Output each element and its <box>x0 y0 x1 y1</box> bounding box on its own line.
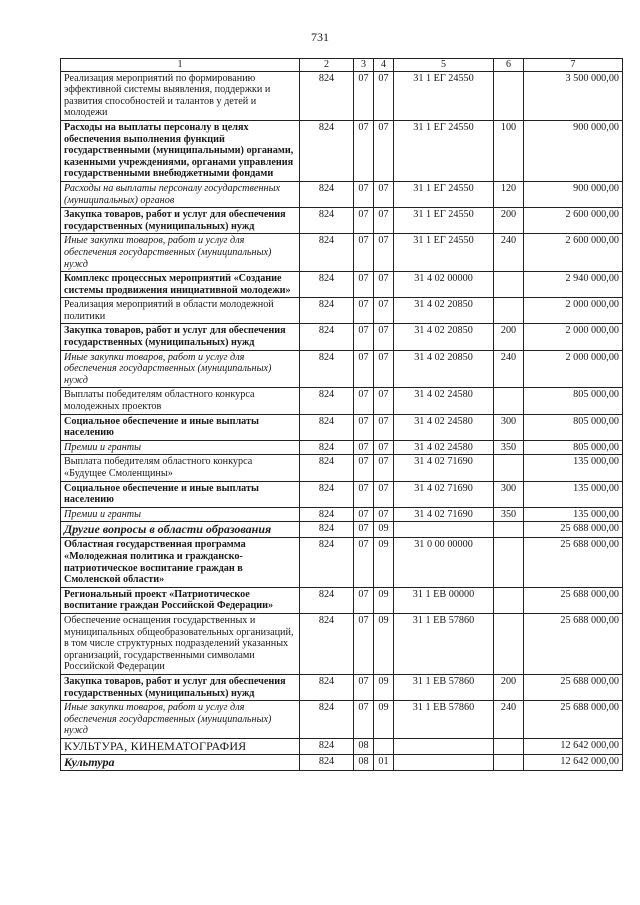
admin-code: 824 <box>300 208 354 234</box>
subsection-code: 09 <box>374 674 394 700</box>
table-row <box>61 71 623 120</box>
row-name: Закупка товаров, работ и услуг для обеспечения государственных (муниципальных) нужд <box>61 324 300 350</box>
row-name: Иные закупки товаров, работ и услуг для обеспечения государственных (муниципальных) нужд <box>61 234 300 272</box>
expense-type-code: 350 <box>494 507 524 522</box>
table-row <box>61 298 623 324</box>
subsection-code: 09 <box>374 701 394 739</box>
target-article-code: 31 1 ЕГ 24550 <box>394 208 494 234</box>
subsection-code: 07 <box>374 71 394 120</box>
budget-table <box>60 58 623 771</box>
expense-type-code <box>494 587 524 613</box>
target-article-code: 31 4 02 71690 <box>394 455 494 481</box>
subsection-code: 07 <box>374 234 394 272</box>
row-name: Выплата победителям областного конкурса «Будущее Смоленщины» <box>61 455 300 481</box>
expense-type-code: 350 <box>494 440 524 455</box>
admin-code: 824 <box>300 440 354 455</box>
table-row <box>61 350 623 388</box>
target-article-code: 31 4 02 20850 <box>394 324 494 350</box>
expense-type-code <box>494 613 524 674</box>
row-name: Региональный проект «Патриотическое воспитание граждан Российской Федерации» <box>61 587 300 613</box>
row-name: Премии и гранты <box>61 440 300 455</box>
admin-code: 824 <box>300 538 354 587</box>
row-name: Премии и гранты <box>61 507 300 522</box>
row-name: Комплекс процессных мероприятий «Создание системы продвижения инициативной молодежи» <box>61 272 300 298</box>
row-name: Выплаты победителям областного конкурса молодежных проектов <box>61 388 300 414</box>
section-code: 07 <box>354 701 374 739</box>
subsection-code: 09 <box>374 522 394 538</box>
header-cell: 4 <box>374 59 394 72</box>
expense-type-code: 300 <box>494 481 524 507</box>
table-row <box>61 701 623 739</box>
admin-code: 824 <box>300 298 354 324</box>
amount: 805 000,00 <box>524 414 623 440</box>
target-article-code: 31 1 ЕВ 00000 <box>394 587 494 613</box>
expense-type-code <box>494 522 524 538</box>
table-row <box>61 738 623 754</box>
header-cell: 2 <box>300 59 354 72</box>
target-article-code: 31 4 02 24580 <box>394 414 494 440</box>
amount: 12 642 000,00 <box>524 738 623 754</box>
expense-type-code <box>494 298 524 324</box>
header-cell: 6 <box>494 59 524 72</box>
section-code: 07 <box>354 440 374 455</box>
header-cell: 5 <box>394 59 494 72</box>
expense-type-code <box>494 388 524 414</box>
subsection-code: 07 <box>374 208 394 234</box>
expense-type-code: 200 <box>494 208 524 234</box>
subsection-code <box>374 738 394 754</box>
expense-type-code <box>494 272 524 298</box>
amount: 25 688 000,00 <box>524 522 623 538</box>
admin-code: 824 <box>300 738 354 754</box>
expense-type-code: 200 <box>494 674 524 700</box>
row-name: Реализация мероприятий по формированию эффективной системы выявления, поддержки и развития способностей и талантов у детей и молодежи <box>61 71 300 120</box>
header-cell: 1 <box>61 59 300 72</box>
target-article-code: 31 4 02 24580 <box>394 388 494 414</box>
amount: 25 688 000,00 <box>524 613 623 674</box>
amount: 12 642 000,00 <box>524 754 623 770</box>
header-cell: 3 <box>354 59 374 72</box>
expense-type-code <box>494 754 524 770</box>
row-name: Реализация мероприятий в области молодежной политики <box>61 298 300 324</box>
subsection-code: 07 <box>374 324 394 350</box>
amount: 135 000,00 <box>524 481 623 507</box>
target-article-code: 31 1 ЕВ 57860 <box>394 613 494 674</box>
amount: 2 000 000,00 <box>524 324 623 350</box>
admin-code: 824 <box>300 455 354 481</box>
admin-code: 824 <box>300 674 354 700</box>
target-article-code: 31 1 ЕВ 57860 <box>394 674 494 700</box>
expense-type-code: 240 <box>494 350 524 388</box>
admin-code: 824 <box>300 522 354 538</box>
subsection-code: 01 <box>374 754 394 770</box>
amount: 805 000,00 <box>524 388 623 414</box>
section-code: 08 <box>354 754 374 770</box>
row-name: Культура <box>61 754 300 770</box>
target-article-code: 31 1 ЕВ 57860 <box>394 701 494 739</box>
section-code: 07 <box>354 350 374 388</box>
subsection-code: 07 <box>374 298 394 324</box>
admin-code: 824 <box>300 324 354 350</box>
table-row <box>61 440 623 455</box>
admin-code: 824 <box>300 181 354 207</box>
target-article-code: 31 4 02 00000 <box>394 272 494 298</box>
target-article-code: 31 4 02 24580 <box>394 440 494 455</box>
amount: 135 000,00 <box>524 507 623 522</box>
target-article-code: 31 0 00 00000 <box>394 538 494 587</box>
header-cell: 7 <box>524 59 623 72</box>
table-row <box>61 613 623 674</box>
amount: 900 000,00 <box>524 181 623 207</box>
amount: 25 688 000,00 <box>524 701 623 739</box>
table-row <box>61 522 623 538</box>
section-code: 07 <box>354 181 374 207</box>
subsection-code: 09 <box>374 587 394 613</box>
target-article-code: 31 4 02 20850 <box>394 350 494 388</box>
admin-code: 824 <box>300 754 354 770</box>
table-row <box>61 414 623 440</box>
subsection-code: 07 <box>374 507 394 522</box>
row-name: Расходы на выплаты персоналу государственных (муниципальных) органов <box>61 181 300 207</box>
amount: 25 688 000,00 <box>524 674 623 700</box>
subsection-code: 07 <box>374 455 394 481</box>
subsection-code: 07 <box>374 481 394 507</box>
table-row <box>61 208 623 234</box>
section-code: 08 <box>354 738 374 754</box>
section-code: 07 <box>354 507 374 522</box>
admin-code: 824 <box>300 388 354 414</box>
row-name: Социальное обеспечение и иные выплаты населению <box>61 414 300 440</box>
target-article-code: 31 1 ЕГ 24550 <box>394 234 494 272</box>
amount: 25 688 000,00 <box>524 538 623 587</box>
amount: 2 600 000,00 <box>524 234 623 272</box>
table-row <box>61 324 623 350</box>
section-code: 07 <box>354 208 374 234</box>
section-code: 07 <box>354 71 374 120</box>
section-code: 07 <box>354 455 374 481</box>
expense-type-code <box>494 538 524 587</box>
row-name: Закупка товаров, работ и услуг для обеспечения государственных (муниципальных) нужд <box>61 674 300 700</box>
table-row <box>61 538 623 587</box>
target-article-code: 31 4 02 20850 <box>394 298 494 324</box>
target-article-code <box>394 738 494 754</box>
target-article-code: 31 4 02 71690 <box>394 507 494 522</box>
expense-type-code: 120 <box>494 181 524 207</box>
expense-type-code <box>494 738 524 754</box>
amount: 2 600 000,00 <box>524 208 623 234</box>
target-article-code <box>394 522 494 538</box>
admin-code: 824 <box>300 120 354 181</box>
amount: 25 688 000,00 <box>524 587 623 613</box>
section-code: 07 <box>354 388 374 414</box>
admin-code: 824 <box>300 71 354 120</box>
expense-type-code: 240 <box>494 234 524 272</box>
table-row <box>61 272 623 298</box>
target-article-code: 31 1 ЕГ 24550 <box>394 120 494 181</box>
section-code: 07 <box>354 538 374 587</box>
subsection-code: 09 <box>374 613 394 674</box>
amount: 2 000 000,00 <box>524 350 623 388</box>
subsection-code: 07 <box>374 120 394 181</box>
admin-code: 824 <box>300 587 354 613</box>
table-row <box>61 481 623 507</box>
section-code: 07 <box>354 481 374 507</box>
section-code: 07 <box>354 674 374 700</box>
admin-code: 824 <box>300 272 354 298</box>
section-code: 07 <box>354 234 374 272</box>
section-code: 07 <box>354 613 374 674</box>
admin-code: 824 <box>300 234 354 272</box>
row-name: Расходы на выплаты персоналу в целях обеспечения выполнения функций государственными (муниципальными) органами, казенными учреждениями, органами управления государственными внебюджетными фондами <box>61 120 300 181</box>
section-code: 07 <box>354 272 374 298</box>
page-number: 731 <box>311 30 329 44</box>
admin-code: 824 <box>300 414 354 440</box>
row-name: Областная государственная программа «Молодежная политика и гражданско-патриотическое воспитание граждан в Смоленской области» <box>61 538 300 587</box>
table-row <box>61 587 623 613</box>
table-row <box>61 181 623 207</box>
row-name: КУЛЬТУРА, КИНЕМАТОГРАФИЯ <box>61 738 300 754</box>
section-code: 07 <box>354 587 374 613</box>
subsection-code: 07 <box>374 414 394 440</box>
table-row <box>61 388 623 414</box>
table-row <box>61 507 623 522</box>
amount: 3 500 000,00 <box>524 71 623 120</box>
admin-code: 824 <box>300 701 354 739</box>
section-code: 07 <box>354 522 374 538</box>
expense-type-code: 200 <box>494 324 524 350</box>
admin-code: 824 <box>300 350 354 388</box>
section-code: 07 <box>354 298 374 324</box>
subsection-code: 07 <box>374 388 394 414</box>
table-row <box>61 234 623 272</box>
section-code: 07 <box>354 414 374 440</box>
expense-type-code: 300 <box>494 414 524 440</box>
row-name: Социальное обеспечение и иные выплаты населению <box>61 481 300 507</box>
target-article-code <box>394 754 494 770</box>
row-name: Другие вопросы в области образования <box>61 522 300 538</box>
amount: 900 000,00 <box>524 120 623 181</box>
row-name: Закупка товаров, работ и услуг для обеспечения государственных (муниципальных) нужд <box>61 208 300 234</box>
table-body <box>61 71 623 770</box>
section-code: 07 <box>354 120 374 181</box>
subsection-code: 09 <box>374 538 394 587</box>
amount: 805 000,00 <box>524 440 623 455</box>
admin-code: 824 <box>300 481 354 507</box>
amount: 135 000,00 <box>524 455 623 481</box>
table-row <box>61 120 623 181</box>
target-article-code: 31 1 ЕГ 24550 <box>394 71 494 120</box>
expense-type-code <box>494 71 524 120</box>
table-row <box>61 455 623 481</box>
row-name: Обеспечение оснащения государственных и муниципальных общеобразовательных организаций, в том числе структурных подразделений указанных организаций, государственными символами Российской Федерации <box>61 613 300 674</box>
row-name: Иные закупки товаров, работ и услуг для обеспечения государственных (муниципальных) нужд <box>61 701 300 739</box>
expense-type-code: 100 <box>494 120 524 181</box>
expense-type-code: 240 <box>494 701 524 739</box>
table-header-row <box>61 59 623 72</box>
table-row <box>61 674 623 700</box>
expense-type-code <box>494 455 524 481</box>
admin-code: 824 <box>300 507 354 522</box>
admin-code: 824 <box>300 613 354 674</box>
table-row <box>61 754 623 770</box>
target-article-code: 31 1 ЕГ 24550 <box>394 181 494 207</box>
amount: 2 000 000,00 <box>524 298 623 324</box>
section-code: 07 <box>354 324 374 350</box>
row-name: Иные закупки товаров, работ и услуг для обеспечения государственных (муниципальных) нужд <box>61 350 300 388</box>
subsection-code: 07 <box>374 272 394 298</box>
amount: 2 940 000,00 <box>524 272 623 298</box>
target-article-code: 31 4 02 71690 <box>394 481 494 507</box>
subsection-code: 07 <box>374 181 394 207</box>
subsection-code: 07 <box>374 350 394 388</box>
subsection-code: 07 <box>374 440 394 455</box>
